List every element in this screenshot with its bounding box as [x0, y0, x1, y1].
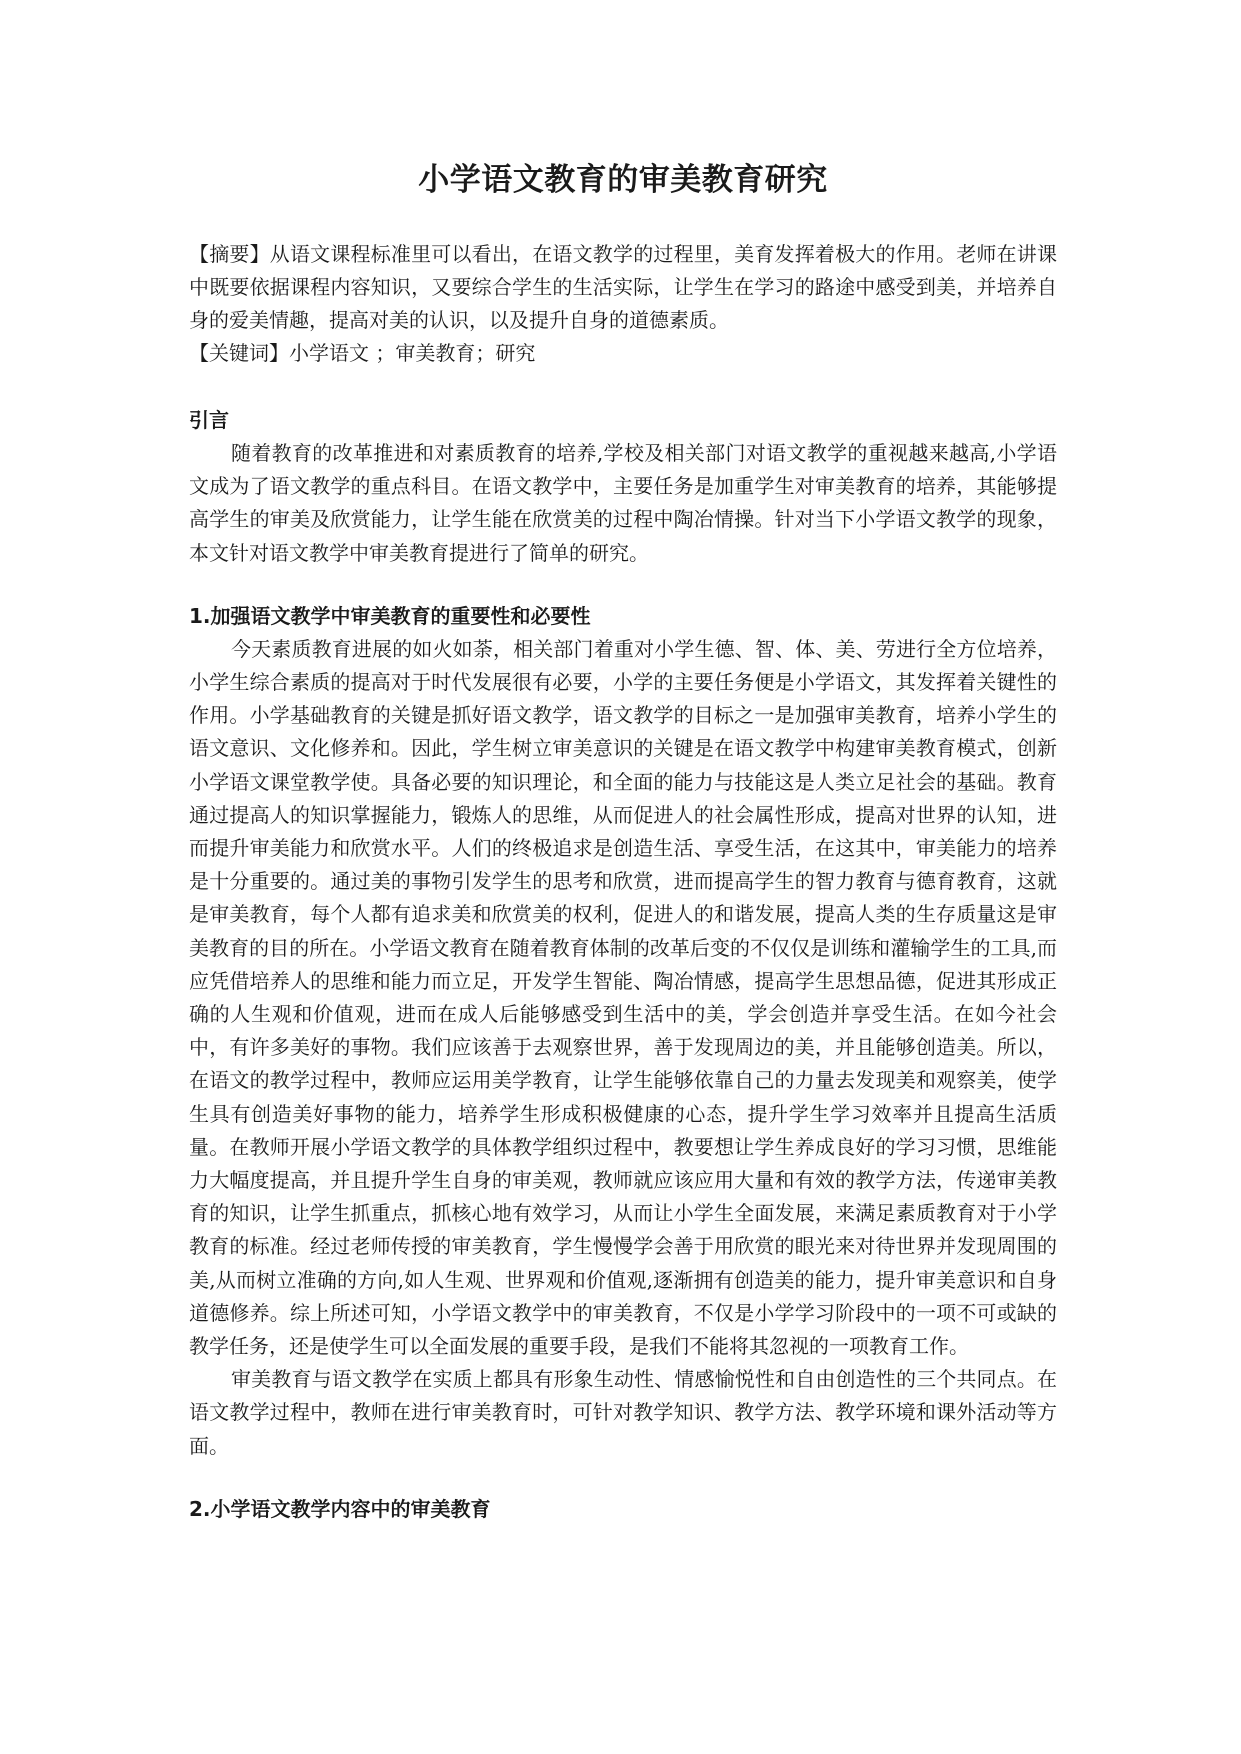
section1-heading: 1.加强语文教学中审美教育的重要性和必要性: [189, 603, 591, 628]
keywords-text: 【关键词】小学语文 ；审美教育；研究: [189, 341, 536, 365]
document-content: [189, 158, 1057, 1526]
intro-paragraph: 随着教育的改革推进和对素质教育的培养,学校及相关部门对语文教学的重视越来越高,小学语文成为了语文教学的重点科目。在语文教学中，主要任务是加重学生对审美教育的培养，其能够提高学生的审美及欣赏能力，让学生能在欣赏美的过程中陶冶情操。针对当下小学语文教学的现象，本文针对语文教学中审美教育提进行了简单的研究。: [189, 441, 1057, 565]
abstract-text: 【摘要】从语文课程标准里可以看出，在语文教学的过程里，美育发挥着极大的作用。老师在讲课中既要依据课程内容知识，又要综合学生的生活实际，让学生在学习的路途中感受到美，并培养自身的爱美情趣，提高对美的认识，以及提升自身的道德素质。: [189, 242, 1057, 332]
section1-paragraph-2: 审美教育与语文教学在实质上都具有形象生动性、情感愉悦性和自由创造性的三个共同点。在语文教学过程中，教师在进行审美教育时，可针对教学知识、教学方法、教学环境和课外活动等方面。: [189, 1367, 1057, 1458]
intro-heading: 引言: [189, 408, 229, 432]
section1-paragraph-1: 今天素质教育进展的如火如荼，相关部门着重对小学生德、智、体、美、劳进行全方位培养，小学生综合素质的提高对于时代发展很有必要，小学的主要任务便是小学语文，其发挥着关键性的作用。小学基础教育的关键是抓好语文教学，语文教学的目标之一是加强审美教育，培养小学生的语文意识、文化修养和。因此，学生树立审美意识的关键是在语文教学中构建审美教育模式，创新小学语文课堂教学使。具备必要的知识理论，和全面的能力与技能这是人类立足社会的基础。教育通过提高人的知识掌握能力，锻炼人的思维，从而促进人的社会属性形成，提高对世界的认知，进而提升审美能力和欣赏水平。人们的终极追求是创造生活、享受生活，在这其中，审美能力的培养是十分重要的。通过美的事物引发学生的思考和欣赏，进而提高学生的智力教育与德育教育，这就是审美教育，每个人都有追求美和欣赏美的权利，促进人的和谐发展，提高人类的生存质量这是审美教育的目的所在。小学语文教育在随着教育体制的改革后变的不仅仅是训练和灌输学生的工具,而应凭借培养人的思维和能力而立足，开发学生智能、陶冶情感，提高学生思想品德，促进其形成正确的人生观和价值观，进而在成人后能够感受到生活中的美，学会创造并享受生活。在如今社会中，有许多美好的事物。我们应该善于去观察世界，善于发现周边的美，并且能够创造美。所以，在语文的教学过程中，教师应运用美学教育，让学生能够依靠自己的力量去发现美和观察美，使学生具有创造美好事物的能力，培养学生形成积极健康的心态，提升学生学习效率并且提高生活质量。在教师开展小学语文教学的具体教学组织过程中，教要想让学生养成良好的学习习惯，思维能力大幅度提高，并且提升学生自身的审美观，教师就应该应用大量和有效的教学方法，传递审美教育的知识，让学生抓重点，抓核心地有效学习，从而让小学生全面发展，来满足素质教育对于小学教育的标准。经过老师传授的审美教育，学生慢慢学会善于用欣赏的眼光来对待世界并发现周围的美,从而树立准确的方向,如人生观、世界观和价值观,逐渐拥有创造美的能力，提升审美意识和自身道德修养。综上所述可知，小学语文教学中的审美教育，不仅是小学学习阶段中的一项不可或缺的教学任务，还是使学生可以全面发展的重要手段，是我们不能将其忽视的一项教育工作。: [189, 636, 1057, 1359]
section2-heading: 2.小学语文教学内容中的审美教育: [189, 1496, 491, 1521]
document-title: 小学语文教育的审美教育研究: [418, 162, 828, 198]
abstract-block: [189, 238, 1057, 370]
